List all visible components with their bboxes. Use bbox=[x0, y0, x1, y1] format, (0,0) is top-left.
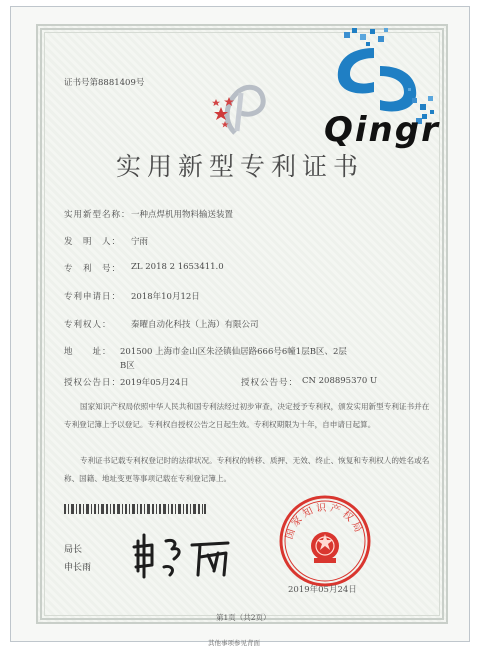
qingr-logo bbox=[322, 26, 476, 152]
seal-date: 2019年05月24日 bbox=[288, 585, 357, 595]
page-number: 第1页（共2页） bbox=[216, 613, 271, 622]
application-date-label: 专利申请日： bbox=[64, 292, 122, 302]
application-date: 2018年10月12日 bbox=[131, 292, 200, 302]
inventor-label: 发 明 人： bbox=[64, 237, 122, 247]
footer-note: 其他事项参见背面 bbox=[208, 639, 260, 647]
certificate-number: 证书号第8881409号 bbox=[64, 78, 145, 88]
page-title: 实用新型专利证书 bbox=[115, 152, 364, 181]
patentee-label: 专利权人： bbox=[64, 320, 112, 330]
invention-name-label: 实用新型名称： bbox=[64, 210, 131, 220]
grant-number-label: 授权公告号： bbox=[241, 378, 299, 388]
patent-number-label: 专 利 号： bbox=[64, 264, 122, 274]
invention-name: 一种点焊机用物料输送装置 bbox=[131, 210, 234, 220]
grant-date: 2019年05月24日 bbox=[120, 378, 189, 388]
patent-office-emblem bbox=[205, 77, 267, 139]
patentee: 秦曜自动化科技（上海）有限公司 bbox=[131, 320, 259, 330]
official-seal bbox=[278, 494, 372, 588]
director-label: 局长 bbox=[64, 545, 83, 555]
logo-text: Qingr bbox=[324, 110, 440, 150]
grant-statement: 国家知识产权局依照中华人民共和国专利法经过初步审查，决定授予专利权，颁发实用新型专利证书并在专利登记簿上予以登记。专利权自授权公告之日起生效。专利权期限为十年，自申请日起算。 bbox=[64, 402, 430, 429]
patent-number: ZL 2018 2 1653411.0 bbox=[131, 262, 224, 272]
grant-date-label: 授权公告日： bbox=[64, 378, 122, 388]
legal-status-note: 专利证书记载专利权登记时的法律状况。专利权的转移、质押、无效、终止、恢复和专利权人的姓名或名称、国籍、地址变更等事项记载在专利登记簿上。 bbox=[64, 456, 430, 483]
director-name: 申长雨 bbox=[64, 563, 92, 573]
inventor: 宁雨 bbox=[131, 237, 149, 247]
address-line-2: B区 bbox=[120, 361, 135, 371]
address-label: 地 址： bbox=[64, 347, 112, 357]
seal-text: 国家知识产权局 bbox=[284, 502, 365, 541]
director-signature bbox=[130, 531, 240, 579]
grant-number: CN 208895370 U bbox=[302, 376, 378, 386]
address-line-1: 201500 上海市金山区朱泾镇仙居路666号6幢1层B区、2层 bbox=[120, 347, 347, 357]
barcode bbox=[64, 504, 206, 514]
